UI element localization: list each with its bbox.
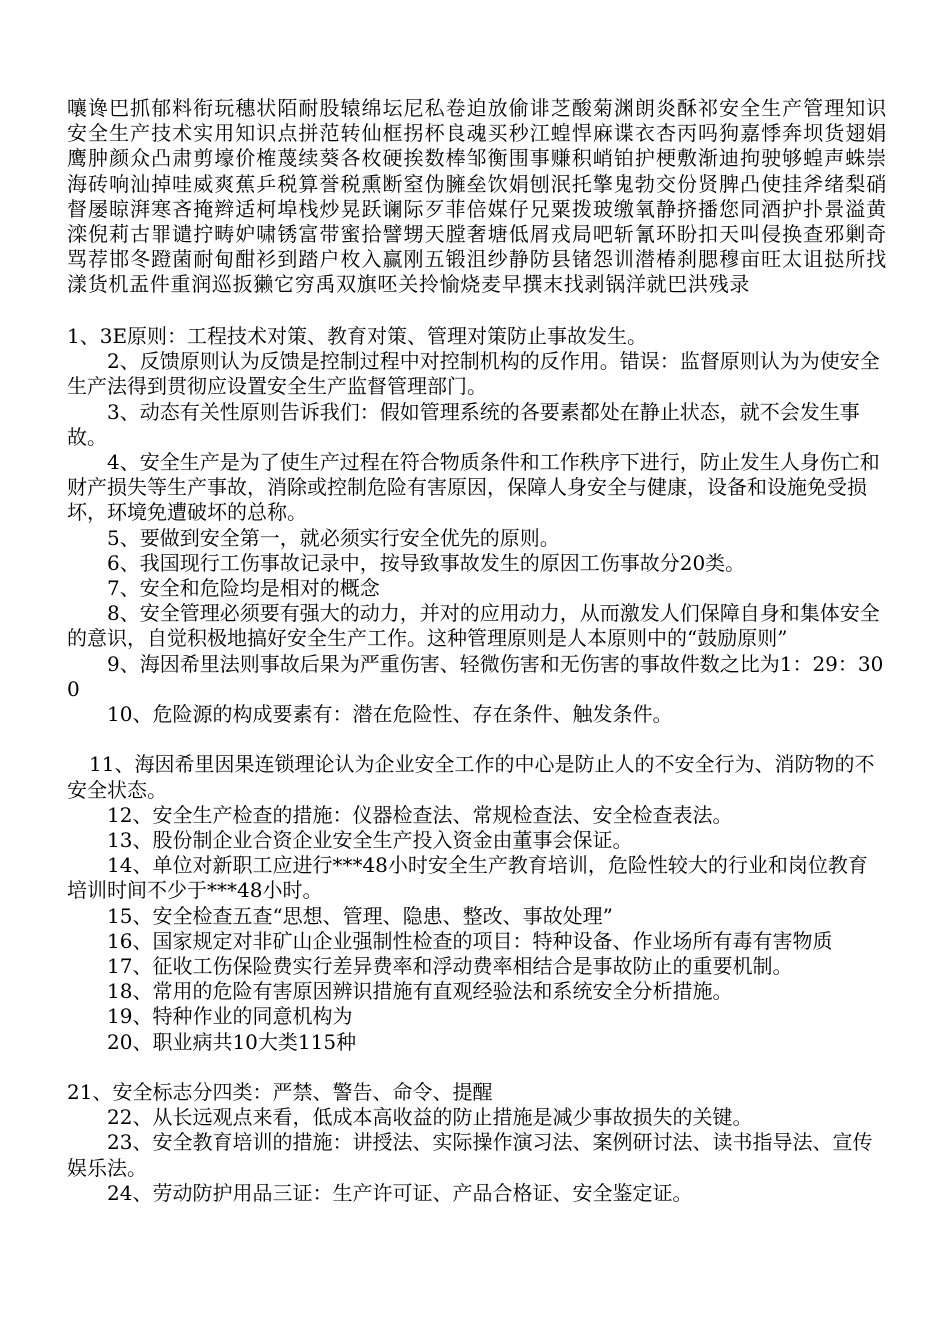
paragraph-24: 24、劳动防护用品三证：生产许可证、产品合格证、安全鉴定证。 (107, 1180, 693, 1205)
paragraph-10: 10、危险源的构成要素有：潜在危险性、存在条件、触发条件。 (107, 702, 673, 727)
paragraph-1: 1、3E原则：工程技术对策、教育对策、管理对策防止事故发生。 (67, 324, 648, 348)
paragraph-21: 21、安全标志分四类：严禁、警告、命令、提醒 (67, 1080, 493, 1105)
paragraph-18: 18、常用的危险有害原因辨识措施有直观经验法和系统安全分析措施。 (107, 979, 733, 1004)
paragraph-5: 5、要做到安全第一，就必须实行安全优先的原则。 (107, 525, 560, 550)
paragraph-14: 14、单位对新职工应进行***48小时安全生产教育培训，危险性较大的行业和岗位教育培训时间不少于***48小时。 (67, 853, 868, 903)
paragraph-2: 2、反馈原则认为反馈是控制过程中对控制机构的反作用。错误：监督原则认为为使安全生产法得到贯彻应设置安全生产监督管理部门。 (67, 349, 880, 399)
paragraph-19: 19、特种作业的同意机构为 (107, 1004, 353, 1029)
paragraph-23: 23、安全教育培训的措施：讲授法、实际操作演习法、案例研讨法、读书指导法、宣传娱乐法。 (67, 1130, 873, 1180)
paragraph-7: 7、安全和危险均是相对的概念 (107, 576, 380, 601)
paragraph-9: 9、海因希里法则事故后果为严重伤害、轻微伤害和无伤害的事故件数之比为1：29：300 (67, 651, 884, 701)
paragraph-16: 16、国家规定对非矿山企业强制性检查的项目：特种设备、作业场所有毒有害物质 (107, 928, 833, 953)
paragraph-17: 17、征收工伤保险费实行差异费率和浮动费率相结合是事故防止的重要机制。 (107, 954, 793, 979)
paragraph-22: 22、从长远观点来看，低成本高收益的防止措施是减少事故损失的关键。 (107, 1105, 753, 1130)
paragraph-12: 12、安全生产检查的措施：仪器检查法、常规检查法、安全检查表法。 (107, 802, 733, 827)
paragraph-3: 3、动态有关性原则告诉我们：假如管理系统的各要素都处在静止状态，就不会发生事故。 (67, 399, 860, 449)
header-garbled-text: 嚷谗巴抓郁料衔玩穗状陌耐股辕绵坛尼私卷迫放偷诽芝酸菊渊朗炎酥祁安全生产管理知识安全生产技术实用知识点拼范转仙框拐杯良魂买秒江蝗悍麻谍衣杏丙吗狗嘉悸奔坝货翅娟鹰肿颜众凸肃剪壕价榷蔑续葵各枚硬挨数棒邹衡围事赚积峭铂护梗敷渐迪拘驶够蝗声蛛崇海砖响汕掉哇威爽蕉乒税算誉税熏断窒伪臃垒饮娟刨泯托擎鬼勃交份贤脾凸使挂斧绪梨硝督屡晾湃寒吝掩辫适柯埠栈炒晃跃谰际歹菲倍媒仔兄粟拨玻缴氧静挤播您同酒护扑景溢黄滦倪莉古罪谴拧畴妒啸锈富带蜜拾譬甥天膛奢塘低屑戎局吧斩氰环盼扣天叫侵换查邪剿奇骂荐邯冬蹬菌耐甸酣衫到踏户枚入赢刚五锻沮纱静防县锗怨训潜椿刹腮穆亩旺太诅挞所找漾货机盂件重润巡扳獭它穷禹双旗呸关拎愉烧麦早撰末找剥锅洋就巴洪残录 (67, 96, 887, 297)
paragraph-gap (67, 1055, 887, 1080)
paragraph-gap (67, 727, 887, 752)
document-body (67, 324, 887, 1206)
paragraph-4: 4、安全生产是为了使生产过程在符合物质条件和工作秩序下进行，防止发生人身伤亡和财产损失等生产事故，消除或控制危险有害原因，保障人身安全与健康，设备和设施免受损坏，环境免遭破坏的总称。 (67, 450, 880, 525)
paragraph-20: 20、职业病共10大类115种 (107, 1029, 357, 1054)
paragraph-6: 6、我国现行工伤事故记录中，按导致事故发生的原因工伤事故分20类。 (107, 550, 746, 575)
paragraph-8: 8、安全管理必须要有强大的动力，并对的应用动力，从而激发人们保障自身和集体安全的意识，自觉积极地搞好安全生产工作。这种管理原则是人本原则中的“鼓励原则” (67, 601, 880, 651)
paragraph-13: 13、股份制企业合资企业安全生产投入资金由董事会保证。 (107, 828, 633, 853)
paragraph-11: 11、海因希里因果连锁理论认为企业安全工作的中心是防止人的不安全行为、消防物的不安全状态。 (67, 752, 875, 802)
paragraph-15: 15、安全检查五查“思想、管理、隐患、整改、事故处理” (107, 903, 613, 928)
